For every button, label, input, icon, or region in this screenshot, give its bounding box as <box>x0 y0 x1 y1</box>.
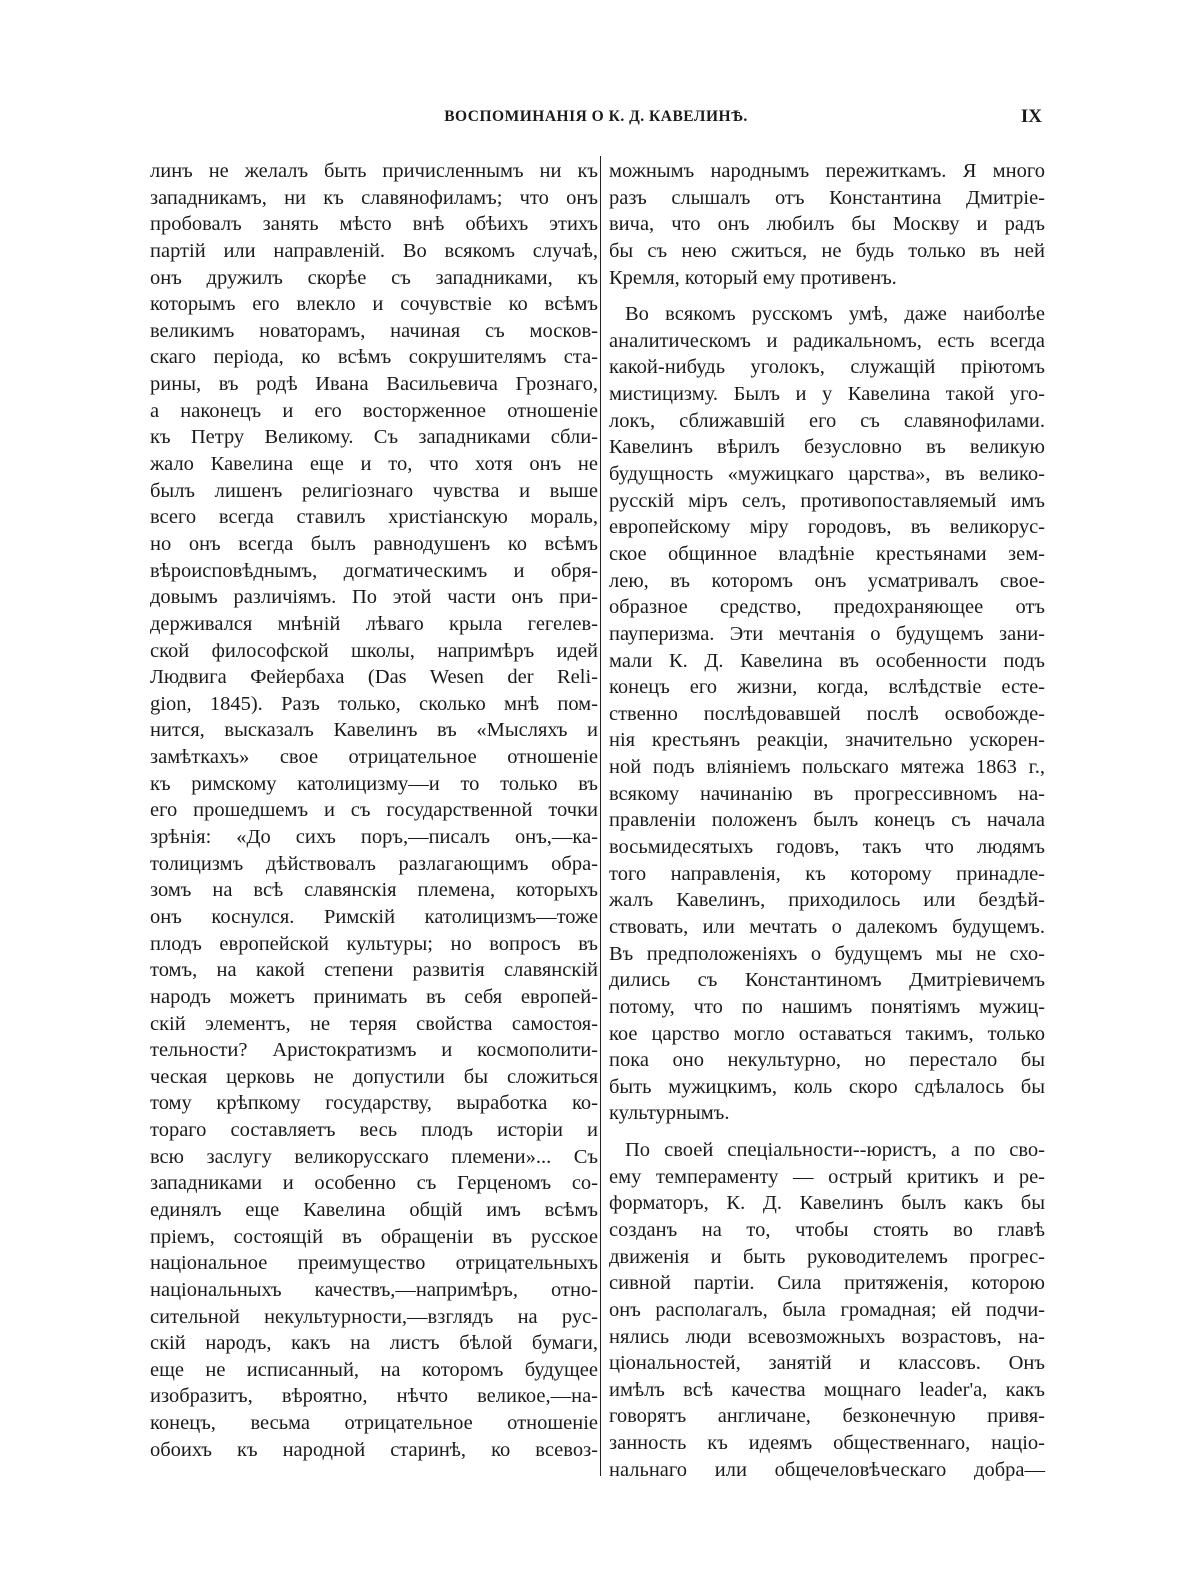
text-line: восьмидесятыхъ годовъ, такъ что людямъ <box>609 836 1045 859</box>
text-line: сительной некультурности,—взглядъ на рус- <box>150 1305 598 1328</box>
text-line: вича, что онъ любилъ бы Москву и радъ <box>609 213 1045 236</box>
text-line: онъ дружилъ скорѣе съ западниками, къ <box>150 266 598 289</box>
running-title: ВОСПОМИНАНІЯ О К. Д. КАВЕЛИНѢ. <box>444 108 748 125</box>
running-header <box>150 108 1042 134</box>
text-line: потому, что по нашимъ понятіямъ мужиц- <box>609 995 1045 1018</box>
text-line: западниками и особенно съ Герценомъ со- <box>150 1172 598 1195</box>
text-line: которымъ его влекло и сочувствіе ко всѣмъ <box>150 293 598 316</box>
text-line: мали К. Д. Кавелина въ особенности подъ <box>609 649 1045 672</box>
text-line: зрѣнія: «До сихъ поръ,—писалъ онъ,—ка- <box>150 826 598 849</box>
page-number: IX <box>1020 106 1042 127</box>
text-line: Людвига Фейербаха (Das Wesen der Reli- <box>150 666 598 689</box>
text-line: того направленія, къ которому принадле- <box>609 862 1045 885</box>
text-line: ской философской школы, напримѣръ идей <box>150 639 598 662</box>
text-line: быть мужицкимъ, коль скоро сдѣлалось бы <box>609 1075 1045 1098</box>
text-line: народъ можетъ принимать въ себя европей- <box>150 985 598 1008</box>
text-line: локъ, сближавшій его съ славянофилами. <box>609 409 1045 432</box>
text-line: вѣроисповѣднымъ, догматическимъ и обря- <box>150 559 598 582</box>
text-line: единялъ еще Кавелина общій имъ всѣмъ <box>150 1198 598 1221</box>
text-line: ствовать, или мечтать о далекомъ будущемъ. <box>609 915 1045 938</box>
text-line: онъ коснулся. Римскій католицизмъ—тоже <box>150 905 598 928</box>
text-line: gion, 1845). Разъ только, сколько мнѣ пом- <box>150 692 598 715</box>
text-line: нялись люди всевозможныхъ возрастовъ, на- <box>609 1325 1045 1348</box>
text-line: тельности? Аристократизмъ и космополити- <box>150 1039 598 1062</box>
right-column <box>609 158 1045 1483</box>
text-line: жалъ Кавелинъ, приходилось или бездѣй- <box>609 889 1045 912</box>
text-line: ское общинное владѣніе крестьянами зем- <box>609 542 1045 565</box>
column-divider <box>600 156 601 1476</box>
text-line: бы съ нею сжиться, не будь только въ ней <box>609 239 1045 262</box>
text-line: замѣткахъ» свое отрицательное отношеніе <box>150 746 598 769</box>
text-line: дились съ Константиномъ Дмитріевичемъ <box>609 969 1045 992</box>
text-line: ему темпераменту — острый критикъ и ре- <box>609 1165 1045 1188</box>
text-line: нія крестьянъ реакціи, значительно ускорен- <box>609 729 1045 752</box>
text-line: ной подъ вліяніемъ польскаго мятежа 1863 г., <box>609 756 1045 779</box>
text-line: жало Кавелина еще и то, что хотя онъ не <box>150 453 598 476</box>
text-line: можнымъ народнымъ пережиткамъ. Я много <box>609 160 1045 182</box>
text-line: скій элементъ, не теряя свойства самостоя- <box>150 1012 598 1035</box>
text-line: скій народъ, какъ на листъ бѣлой бумаги, <box>150 1332 598 1355</box>
text-line: созданъ на то, чтобы стоять во главѣ <box>609 1218 1045 1241</box>
text-line: европейскому міру городовъ, въ великорус- <box>609 516 1045 539</box>
text-line: а наконецъ и его восторженное отношеніе <box>150 399 598 422</box>
text-line: изобразитъ, вѣроятно, нѣчто великое,—на- <box>150 1385 598 1408</box>
text-line: Во всякомъ русскомъ умѣ, даже наиболѣе <box>625 303 1045 326</box>
text-line: былъ лишенъ религіознаго чувства и выше <box>150 479 598 502</box>
text-line: движенія и быть руководителемъ прогрес- <box>609 1245 1045 1268</box>
text-line: нальнаго или общечеловѣческаго добра— <box>609 1458 1045 1481</box>
text-line: великимъ новаторамъ, начиная съ москов- <box>150 319 598 342</box>
left-column <box>150 158 598 1463</box>
text-line: будущность «мужицкаго царства», въ велико- <box>609 463 1045 486</box>
text-line: пріемъ, состоящій въ обращеніи въ русское <box>150 1225 598 1248</box>
text-line: Кремля, который ему противенъ. <box>609 266 897 289</box>
paragraph-gap <box>609 291 1045 301</box>
text-line: говорятъ англичане, безконечную привя- <box>609 1405 1045 1428</box>
text-line: но онъ всегда былъ равнодушенъ ко всѣмъ <box>150 532 598 555</box>
text-line: еще не исписанный, на которомъ будущее <box>150 1358 598 1381</box>
text-line: пробовалъ занять мѣсто внѣ обѣихъ этихъ <box>150 213 598 236</box>
text-line: конецъ его жизни, когда, вслѣдствіе есте- <box>609 676 1045 699</box>
text-line: образное средство, предохраняющее отъ <box>609 596 1045 619</box>
text-line: тому крѣпкому государству, выработка ко- <box>150 1092 598 1115</box>
text-line: кое царство могло оставаться такимъ, только <box>609 1022 1045 1045</box>
text-line: національныхъ качествъ,—напримѣръ, отно- <box>150 1278 598 1301</box>
text-line: томъ, на какой степени развитія славянскій <box>150 959 598 982</box>
text-line: ческая церковь не допустили бы сложиться <box>150 1065 598 1088</box>
text-line: аналитическомъ и радикальномъ, есть всегда <box>609 329 1045 352</box>
text-line: къ Петру Великому. Съ западниками сбли- <box>150 426 598 449</box>
text-line: всякому начинанію въ прогрессивномъ на- <box>609 782 1045 805</box>
text-line: тораго составляетъ весь плодъ исторіи и <box>150 1119 598 1142</box>
text-line: Кавелинъ вѣрилъ безусловно въ великую <box>609 436 1045 459</box>
text-line: По своей спеціальности--юристъ, а по сво- <box>625 1139 1045 1162</box>
text-line: Въ предположеніяхъ о будущемъ мы не схо- <box>609 942 1045 965</box>
text-line: разъ слышалъ отъ Константина Дмитріе- <box>609 186 1045 209</box>
text-line: національное преимущество отрицательныхъ <box>150 1252 598 1275</box>
text-line: конецъ, весьма отрицательное отношеніе <box>150 1412 598 1435</box>
text-line: мистицизму. Былъ и у Кавелина такой уго- <box>609 383 1045 406</box>
text-line: западникамъ, ни къ славянофиламъ; что онъ <box>150 186 598 209</box>
text-line: всю заслугу великорусскаго племени»... Съ <box>150 1145 598 1168</box>
text-line: держивался мнѣній лѣваго крыла гегелев- <box>150 612 598 635</box>
text-line: линъ не желалъ быть причисленнымъ ни къ <box>150 160 598 182</box>
text-line: лею, въ которомъ онъ усматривалъ свое- <box>609 569 1045 592</box>
text-line: пока оно некультурно, но перестало бы <box>609 1049 1045 1072</box>
text-line: культурнымъ. <box>609 1102 730 1125</box>
text-line: зомъ на всѣ славянскія племена, которыхъ <box>150 879 598 902</box>
text-line: занность къ идеямъ общественнаго, націо- <box>609 1432 1045 1455</box>
paragraph-gap <box>609 1127 1045 1137</box>
text-line: къ римскому католицизму—и то только въ <box>150 772 598 795</box>
text-line: обоихъ къ народной старинѣ, ко всевоз- <box>150 1438 598 1461</box>
text-line: толицизмъ дѣйствовалъ разлагающимъ обра- <box>150 852 598 875</box>
text-line: сивной партіи. Сила притяженія, которою <box>609 1272 1045 1295</box>
text-line: его прошедшемъ и съ государственной точки <box>150 799 598 822</box>
text-line: форматоръ, К. Д. Кавелинъ былъ какъ бы <box>609 1192 1045 1215</box>
text-line: скаго періода, ко всѣмъ сокрушителямъ ста- <box>150 346 598 369</box>
text-line: довымъ различіямъ. По этой части онъ при- <box>150 586 598 609</box>
text-line: онъ располагалъ, была громадная; ей подчи- <box>609 1298 1045 1321</box>
text-line: имѣлъ всѣ качества мощнаго leader'а, какъ <box>609 1378 1045 1401</box>
text-line: плодъ европейской культуры; но вопросъ въ <box>150 932 598 955</box>
text-line: пауперизма. Эти мечтанія о будущемъ зани- <box>609 622 1045 645</box>
text-line: русскій міръ селъ, противопоставляемый имъ <box>609 489 1045 512</box>
text-line: какой-нибудь уголокъ, служащій пріютомъ <box>609 356 1045 379</box>
text-line: рины, въ родѣ Ивана Васильевича Грознаго, <box>150 373 598 396</box>
text-line: правленіи положенъ былъ конецъ съ начала <box>609 809 1045 832</box>
text-line: ственно послѣдовавшей послѣ освобожде- <box>609 702 1045 725</box>
text-line: ціональностей, занятій и классовъ. Онъ <box>609 1352 1045 1375</box>
text-line: партій или направленій. Во всякомъ случаѣ, <box>150 239 598 262</box>
text-line: нится, высказалъ Кавелинъ въ «Мысляхъ и <box>150 719 598 742</box>
text-line: всего всегда ставилъ христіанскую мораль, <box>150 506 598 529</box>
